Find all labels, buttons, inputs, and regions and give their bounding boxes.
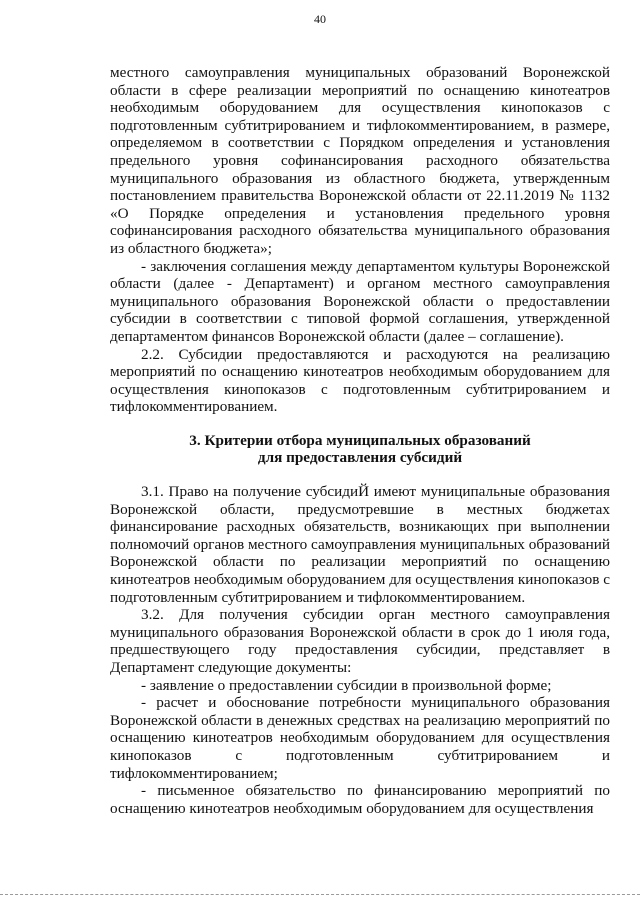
paragraph-3-1: 3.1. Право на получение субсидиЙ имеют муниципальные образования Воронежской области, предусмотревшие в местных бюджетах финансирование расходных обязательств, возникающих при выполнении полномочий органов местного самоуправления муниципальных образований Воронежской области по реализации мероприятий по оснащению кинотеатров необходимым оборудованием для осуществления кинопоказов с подготовленным субтитрированием и тифлокомментированием. bbox=[110, 483, 610, 606]
document-body bbox=[110, 64, 610, 817]
list-item-application: - заявление о предоставлении субсидии в произвольной форме; bbox=[141, 676, 552, 694]
section-3-heading-line2: для предоставления субсидий bbox=[257, 449, 463, 467]
page-bottom-edge bbox=[0, 894, 640, 895]
list-item-written-obligation: - письменное обязательство по финансированию мероприятий по оснащению кинотеатров необходимым оборудованием для осуществления bbox=[110, 782, 610, 817]
section-3-heading-line1: 3. Критерии отбора муниципальных образований bbox=[189, 431, 531, 449]
section-3-heading bbox=[110, 432, 610, 467]
paragraph-3-2: 3.2. Для получения субсидии орган местного самоуправления муниципального образования Воронежской области в срок до 1 июля года, предшествующего году предоставления субсидии, представляет в Департамент следующие документы: bbox=[110, 606, 610, 676]
paragraph-agreement-condition: - заключения соглашения между департаментом культуры Воронежской области (далее - Департамент) и органом местного самоуправления муниципального образования Воронежской области о предоставлении субсидии в соответствии с типовой формой соглашения, утвержденной департаментом финансов Воронежской области (далее – соглашение). bbox=[110, 257, 610, 345]
paragraph-continuation: местного самоуправления муниципальных образований Воронежской области в сфере реализации мероприятий по оснащению кинотеатров необходимым оборудованием для осуществления кинопоказов с подготовленным субтитрированием и тифлокомментированием, в размере, определяемом в соответствии с Порядком определения и установления предельного уровня софинансирования расходного обязательства муниципального образования из областного бюджета, утвержденным постановлением правительства Воронежской области от 22.11.2019 № 1132 «О Порядке определения и установления предельного уровня софинансирования расходного обязательства муниципального образования из областного бюджета»; bbox=[110, 64, 610, 257]
paragraph-2-2: 2.2. Субсидии предоставляются и расходуются на реализацию мероприятий по оснащению кинотеатров необходимым оборудованием для осуществления кинопоказов с подготовленным субтитрированием и тифлокомментированием. bbox=[110, 345, 610, 416]
page-number: 40 bbox=[314, 12, 326, 26]
list-item-calculation: - расчет и обоснование потребности муниципального образования Воронежской области в денежных средствах на реализацию мероприятий по оснащению кинотеатров необходимым оборудованием для осуществления кинопоказов с подготовленным субтитрированием и тифлокомментированием; bbox=[110, 694, 610, 782]
